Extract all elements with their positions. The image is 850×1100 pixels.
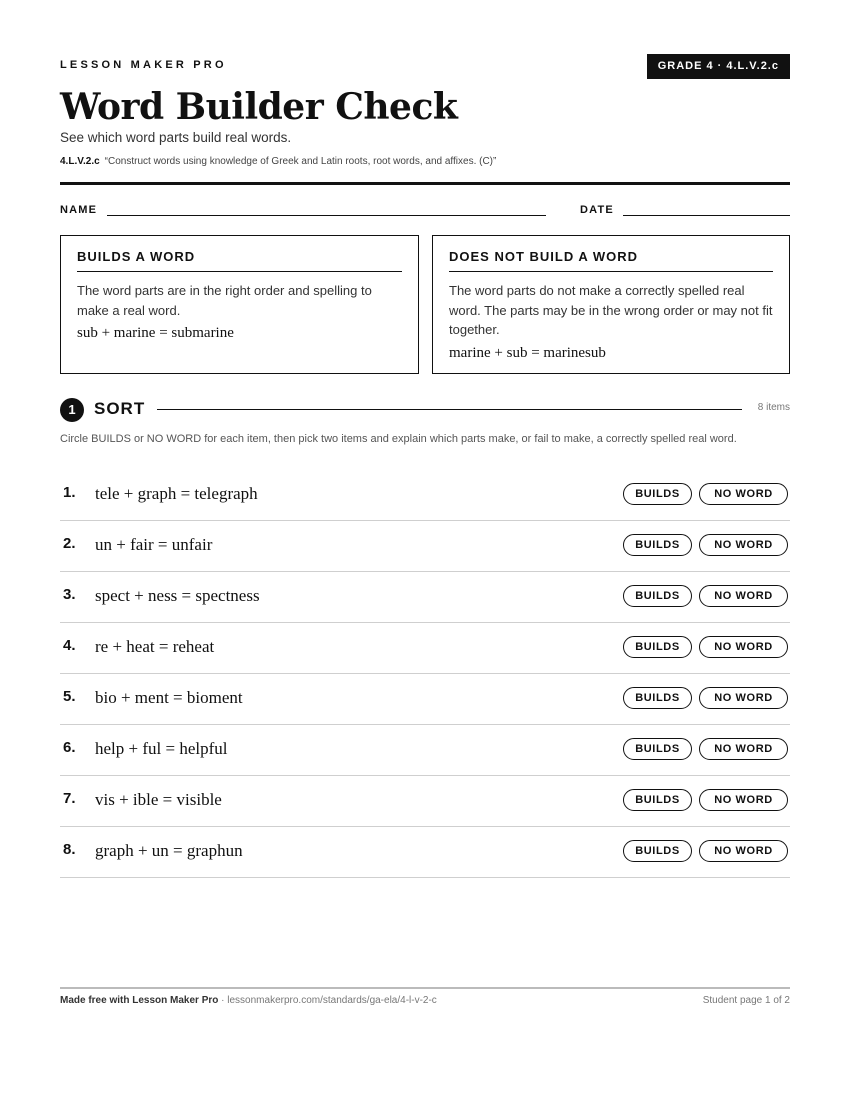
page-subtitle: See which word parts build real words. [60,130,292,145]
standard-code: 4.L.V.2.c [60,156,100,167]
standard-text: “Construct words using knowledge of Greek and Latin roots, root words, and affixes. (C)” [104,156,497,167]
builds-definition-example: sub + marine = submarine [77,325,234,341]
item-equation: un + fair = unfair [95,535,213,554]
builds-option[interactable]: BUILDS [623,738,692,760]
item-equation: tele + graph = telegraph [95,484,258,503]
footer-credit [60,995,437,1006]
item-number: 1. [63,484,76,501]
footer-page-number: Student page 1 of 2 [702,995,790,1006]
builds-option[interactable]: BUILDS [623,483,692,505]
builds-option[interactable]: BUILDS [623,840,692,862]
no-word-option[interactable]: NO WORD [699,687,788,709]
item-equation: spect + ness = spectness [95,586,260,605]
list-item [60,776,790,827]
no-word-option[interactable]: NO WORD [699,738,788,760]
item-number: 6. [63,739,76,756]
page-title: Word Builder Check [60,86,458,128]
list-item [60,521,790,572]
item-number: 5. [63,688,76,705]
item-equation: graph + un = graphun [95,841,243,860]
item-number: 8. [63,841,76,858]
standard-line [60,156,496,167]
no-word-option[interactable]: NO WORD [699,585,788,607]
list-item [60,827,790,878]
builds-definition-heading: BUILDS A WORD [77,249,402,272]
footer-made-with: Made free with Lesson Maker Pro [60,995,219,1006]
builds-definition-box [60,235,419,374]
date-field[interactable] [623,215,790,216]
section-divider [157,409,742,410]
item-equation: re + heat = reheat [95,637,215,656]
grade-badge: GRADE 4 · 4.L.V.2.c [647,54,790,79]
date-label: DATE [580,204,614,216]
list-item [60,470,790,521]
item-number: 4. [63,637,76,654]
builds-option[interactable]: BUILDS [623,789,692,811]
no-word-definition-text: The word parts do not make a correctly spelled real word. The parts may be in the wrong order or may not fit together. [449,283,773,337]
item-equation: bio + ment = bioment [95,688,243,707]
no-word-option[interactable]: NO WORD [699,789,788,811]
no-word-definition-heading: DOES NOT BUILD A WORD [449,249,773,272]
footer-url: · lessonmakerpro.com/standards/ga-ela/4-l-v-2-c [218,995,437,1006]
section-item-count: 8 items [757,402,790,413]
no-word-definition-box [432,235,790,374]
name-field[interactable] [107,215,546,216]
worksheet-page [60,0,790,1100]
item-equation: help + ful = helpful [95,739,228,758]
item-equation: vis + ible = visible [95,790,222,809]
builds-option[interactable]: BUILDS [623,687,692,709]
no-word-definition-example: marine + sub = marinesub [449,344,606,361]
item-number: 3. [63,586,76,603]
list-item [60,674,790,725]
no-word-option[interactable]: NO WORD [699,483,788,505]
no-word-option[interactable]: NO WORD [699,636,788,658]
list-item [60,725,790,776]
item-number: 7. [63,790,76,807]
item-list [60,470,790,878]
builds-option[interactable]: BUILDS [623,534,692,556]
builds-option[interactable]: BUILDS [623,585,692,607]
builds-definition-text: The word parts are in the right order and spelling to make a real word. [77,283,372,318]
list-item [60,623,790,674]
footer-divider [60,987,790,989]
no-word-option[interactable]: NO WORD [699,534,788,556]
item-number: 2. [63,535,76,552]
name-label: NAME [60,204,98,216]
section-number-badge: 1 [60,398,84,422]
brand-name: LESSON MAKER PRO [60,59,227,71]
section-instructions: Circle BUILDS or NO WORD for each item, then pick two items and explain which parts make, or fail to make, a correctly spelled real word. [60,433,737,445]
no-word-option[interactable]: NO WORD [699,840,788,862]
header-divider [60,182,790,185]
section-title: SORT [94,399,146,418]
builds-option[interactable]: BUILDS [623,636,692,658]
list-item [60,572,790,623]
